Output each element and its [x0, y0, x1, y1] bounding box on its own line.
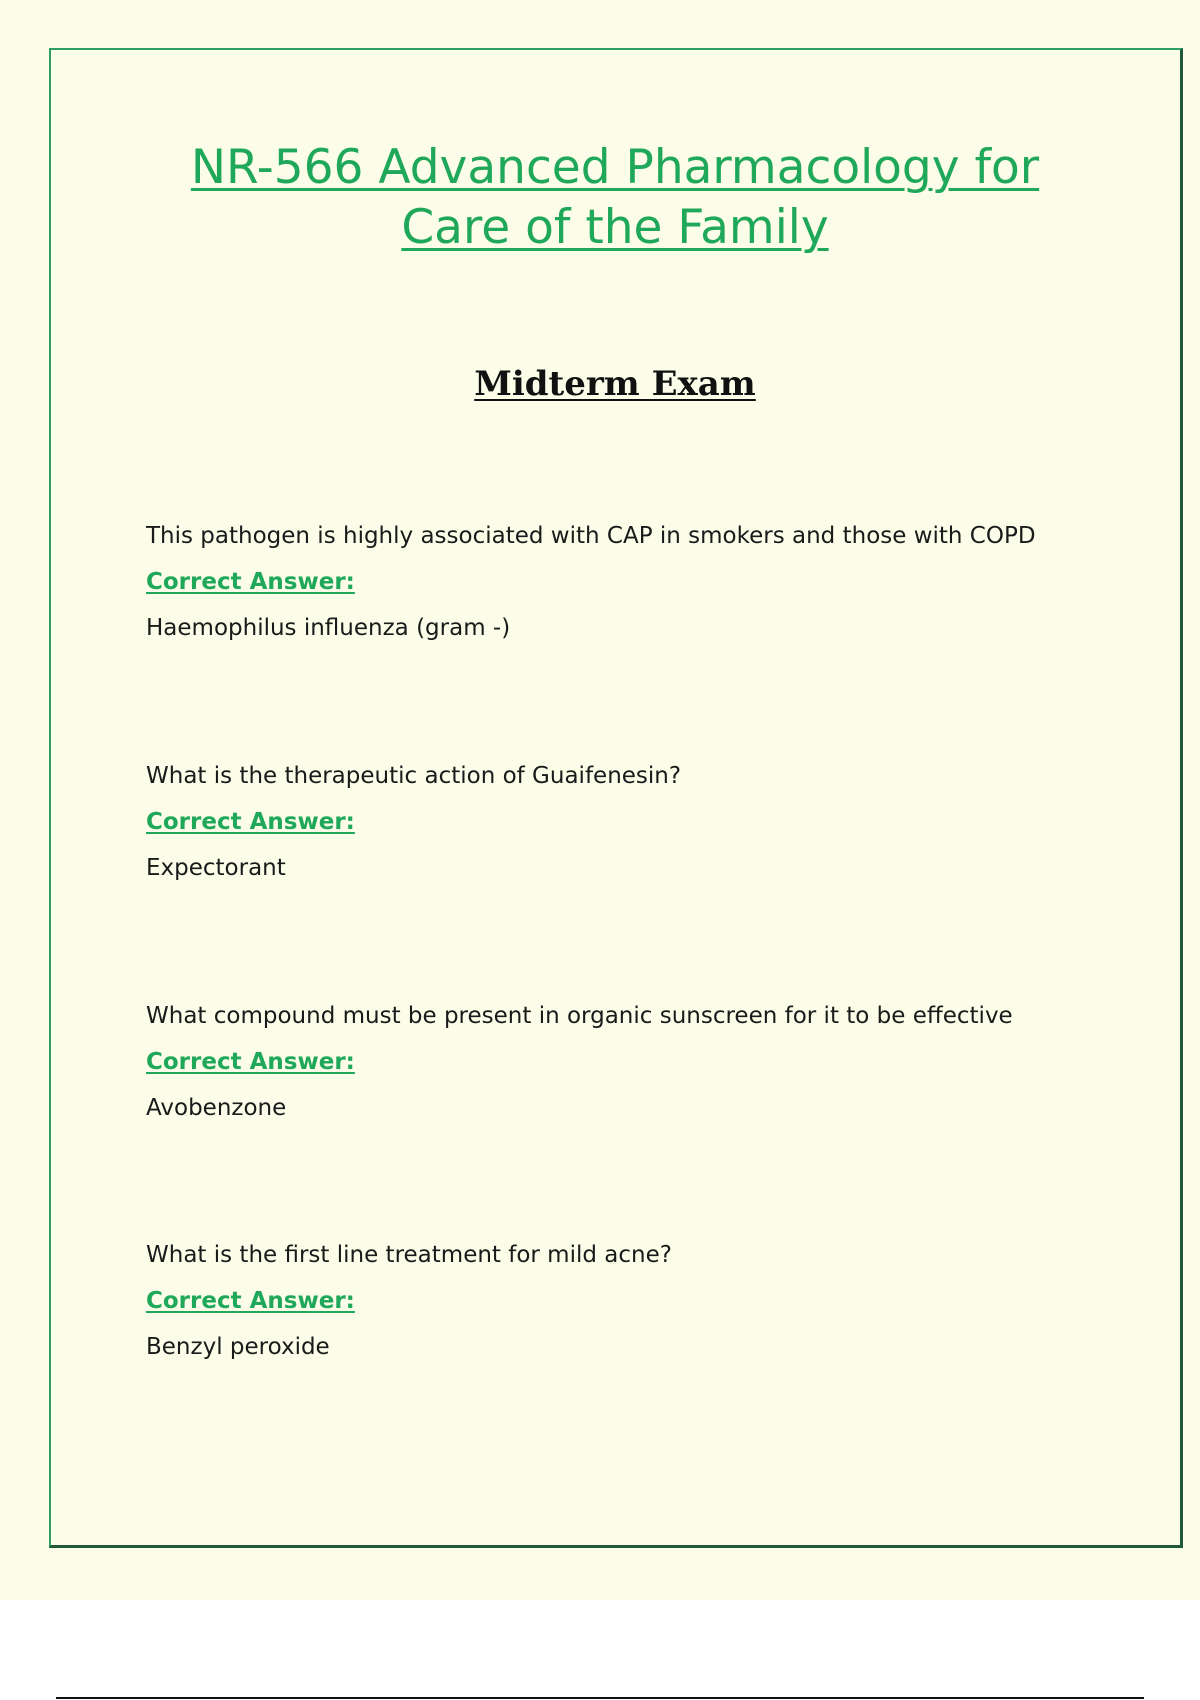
correct-answer-label: Correct Answer:: [146, 569, 355, 595]
title-line-2: Care of the Family: [401, 200, 829, 255]
document-subtitle: [90, 362, 1140, 406]
question-block-4: [146, 1240, 1146, 1362]
question-block-2: [146, 761, 1146, 883]
subtitle-text: Midterm Exam: [474, 364, 756, 404]
question-text: What compound must be present in organic sunscreen for it to be effective: [146, 1003, 1013, 1029]
question-block-1: [146, 521, 1146, 643]
question-text: What is the first line treatment for mild acne?: [146, 1242, 672, 1268]
correct-answer-label: Correct Answer:: [146, 809, 355, 835]
question-text: What is the therapeutic action of Guaifenesin?: [146, 763, 682, 789]
question-block-3: [146, 1001, 1146, 1123]
answer-text: Haemophilus influenza (gram -): [146, 615, 511, 641]
answer-text: Benzyl peroxide: [146, 1334, 330, 1360]
correct-answer-label: Correct Answer:: [146, 1288, 355, 1314]
title-line-1: NR-566 Advanced Pharmacology for: [190, 140, 1040, 195]
document-title: [90, 138, 1140, 258]
question-text: This pathogen is highly associated with CAP in smokers and those with COPD: [146, 523, 1036, 549]
footer-divider: [56, 1697, 1144, 1699]
answer-text: Avobenzone: [146, 1095, 287, 1121]
correct-answer-label: Correct Answer:: [146, 1049, 355, 1075]
answer-text: Expectorant: [146, 855, 286, 881]
